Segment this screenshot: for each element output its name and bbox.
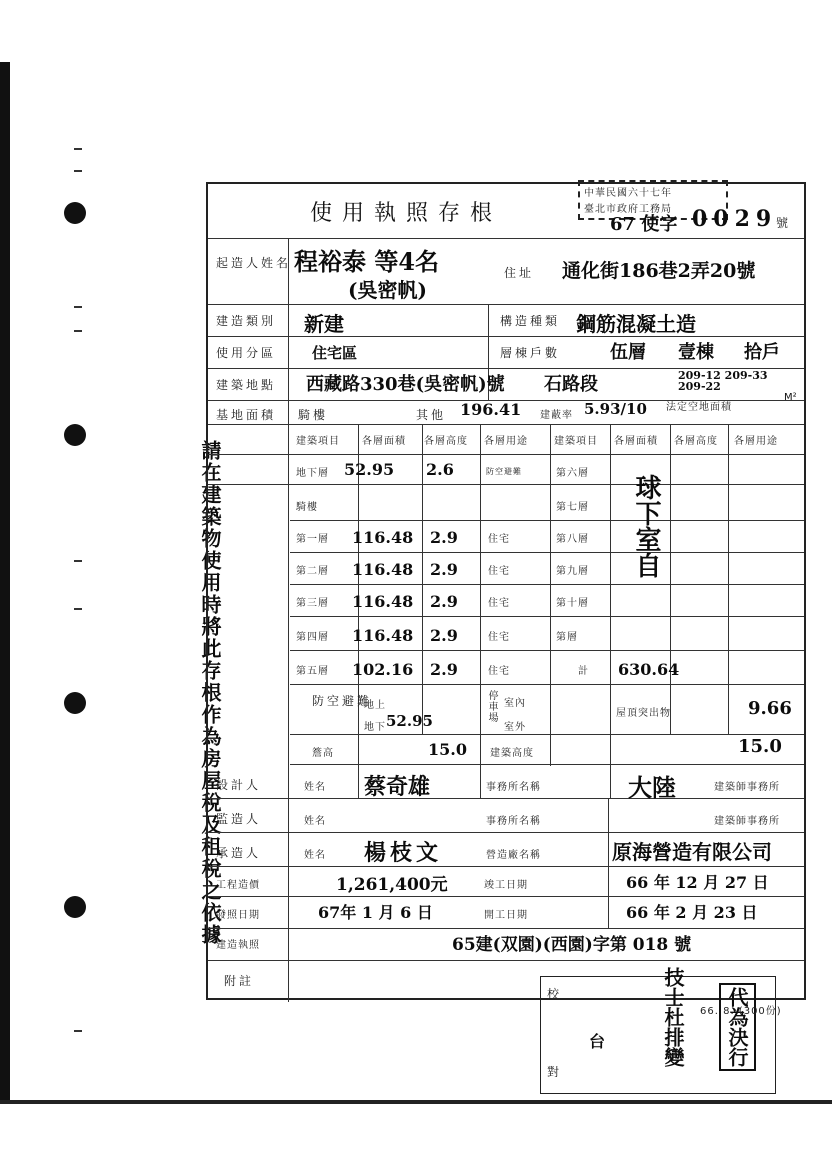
binder-hole-icon — [64, 424, 86, 446]
build-permit-value: 65建(双園)(西園)字第 018 號 — [452, 935, 692, 955]
cost-label: 工程造價 — [216, 880, 260, 891]
designer-name-label: 姓名 — [304, 782, 326, 793]
left-margin-note: 請在建築物使用時將此存根作為房屋稅及租稅之依據 — [198, 440, 222, 946]
proofread-mark: 台 — [589, 1032, 606, 1051]
building-height-value: 15.0 — [738, 736, 782, 757]
contractor-value: 楊枝文 — [364, 840, 443, 866]
permit-suffix: 號 — [776, 216, 792, 230]
supervisor-arch-label: 建築師事務所 — [714, 816, 780, 827]
floor-4-height: 2.9 — [430, 626, 458, 645]
floor-1-use: 住宅 — [488, 534, 510, 545]
designer-office-label: 事務所名稱 — [486, 782, 541, 793]
reviewer-signature: 技士杜排變 — [661, 967, 685, 1067]
category-label: 建造類別 — [216, 314, 277, 328]
floor-5-label: 第五層 — [296, 666, 329, 677]
roof-label: 屋頂突出物 — [616, 708, 671, 719]
air-raid-under-value: 52.95 — [386, 712, 433, 730]
floor-6-label: 第六層 — [556, 468, 589, 479]
total-label: 計 — [578, 666, 589, 677]
lots-value: 209-12 209-33 209-22 — [678, 369, 768, 393]
margin-tick — [74, 608, 82, 610]
permit-form — [206, 182, 806, 1000]
header-height-right: 各層高度 — [674, 436, 718, 447]
permit-prefix: 67 使字 — [610, 214, 678, 235]
floor-n-label: 第層 — [556, 632, 578, 643]
outdoor-label: 室外 — [504, 722, 526, 733]
build-permit-label: 建造執照 — [216, 940, 260, 951]
structure-value: 鋼筋混凝土造 — [576, 312, 696, 336]
total-area: 630.64 — [618, 660, 680, 679]
site-address-value: 西藏路330巷(吳密帆)號 — [306, 374, 505, 395]
arcade-row-label: 騎樓 — [296, 502, 318, 513]
arcade-label: 騎樓 — [298, 408, 329, 422]
proofread-label: 對 — [547, 1065, 563, 1079]
design-office-value: 大陸 — [628, 773, 676, 802]
floor-2-area: 116.48 — [352, 560, 414, 579]
floor-4-label: 第四層 — [296, 632, 329, 643]
binder-hole-icon — [64, 202, 86, 224]
supervisor-label: 監造人 — [216, 812, 262, 826]
floor-1-label: 第一層 — [296, 534, 329, 545]
completion-value: 66 年 12 月 27 日 — [626, 873, 769, 892]
scan-bottom-edge — [0, 1100, 832, 1104]
site-area-value: 196.41 — [460, 400, 522, 419]
other-label: 其他 — [416, 408, 447, 422]
address-label: 住址 — [504, 266, 535, 280]
floors-value: 伍層 — [610, 342, 646, 363]
floors-label: 層棟戶數 — [500, 346, 561, 360]
category-value: 新建 — [304, 312, 344, 336]
builder-note: (吳密帆) — [348, 278, 427, 302]
supervisor-name-label: 姓名 — [304, 816, 326, 827]
zoning-value: 住宅區 — [312, 344, 358, 362]
cost-value: 1,261,400元 — [336, 875, 448, 895]
scan-left-edge — [0, 62, 10, 1102]
ground-label: 地上 — [364, 700, 386, 711]
header-item: 建築項目 — [296, 436, 340, 447]
margin-tick — [74, 1030, 82, 1032]
header-height: 各層高度 — [424, 436, 468, 447]
unit-m2: M² — [784, 392, 797, 403]
basement-note: 球下室自 — [631, 474, 661, 578]
households-value: 拾戶 — [744, 342, 780, 363]
header-use-right: 各層用途 — [734, 436, 778, 447]
section-value: 石路段 — [544, 374, 598, 395]
floor-7-label: 第七層 — [556, 502, 589, 513]
header-item-right: 建築項目 — [554, 436, 598, 447]
binder-hole-icon — [64, 692, 86, 714]
floor-8-label: 第八層 — [556, 534, 589, 545]
completion-label: 竣工日期 — [484, 880, 528, 891]
form-number: 66. 8. (300份) — [700, 1006, 782, 1017]
header-area: 各層面積 — [362, 436, 406, 447]
start-date-label: 開工日期 — [484, 910, 528, 921]
issue-date-label: 發照日期 — [216, 910, 260, 921]
proofread-label: 校 — [547, 987, 563, 1001]
basement-label: 地下層 — [296, 468, 329, 479]
floor-1-area: 116.48 — [352, 528, 414, 547]
address-value: 通化街186巷2弄20號 — [562, 260, 756, 282]
floor-1-height: 2.9 — [430, 528, 458, 547]
eave-label: 簷高 — [312, 748, 334, 759]
floor-9-label: 第九層 — [556, 566, 589, 577]
floor-3-use: 住宅 — [488, 598, 510, 609]
top-stamp-line: 中華民國六十七年 — [584, 188, 672, 199]
builder-value: 程裕泰 等4名 — [294, 247, 440, 276]
structure-label: 構造種類 — [500, 314, 561, 328]
floor-2-label: 第二層 — [296, 566, 329, 577]
builder-label: 起造人姓名 — [216, 256, 292, 270]
basement-height: 2.6 — [426, 460, 454, 479]
designer-label: 設計人 — [216, 778, 262, 792]
parking-label: 停車場 — [486, 690, 497, 723]
designer-value: 蔡奇雄 — [364, 774, 431, 800]
air-raid-label: 防空避難 — [312, 694, 373, 708]
indoor-label: 室內 — [504, 698, 526, 709]
floor-5-use: 住宅 — [488, 666, 510, 677]
contractor-name-label: 姓名 — [304, 850, 326, 861]
notes-label: 附註 — [224, 974, 255, 988]
form-title: 使用執照存根 — [310, 201, 503, 226]
open-area-label: 法定空地面積 — [666, 402, 732, 413]
floor-4-use: 住宅 — [488, 632, 510, 643]
floor-2-height: 2.9 — [430, 560, 458, 579]
contractor-label: 承造人 — [216, 846, 262, 860]
site-location-label: 建築地點 — [216, 378, 277, 392]
floor-5-area: 102.16 — [352, 660, 414, 679]
binder-hole-icon — [64, 896, 86, 918]
eave-value: 15.0 — [428, 740, 467, 759]
arch-office-label: 建築師事務所 — [714, 782, 780, 793]
basement-area: 52.95 — [344, 460, 395, 479]
site-area-label: 基地面積 — [216, 408, 277, 422]
floor-3-label: 第三層 — [296, 598, 329, 609]
top-stamp-line: 臺北市政府工務局 — [584, 204, 672, 215]
floor-3-area: 116.48 — [352, 592, 414, 611]
issue-date-value: 67年 1 月 6 日 — [318, 903, 433, 922]
basement-use: 防空避難 — [486, 467, 522, 476]
header-area-right: 各層面積 — [614, 436, 658, 447]
header-use: 各層用途 — [484, 436, 528, 447]
floor-3-height: 2.9 — [430, 592, 458, 611]
coverage-value: 5.93/10 — [584, 400, 647, 418]
margin-tick — [74, 306, 82, 308]
zoning-label: 使用分區 — [216, 346, 277, 360]
permit-number: 0029 — [692, 206, 778, 232]
firm-label: 營造廠名稱 — [486, 850, 541, 861]
margin-tick — [74, 170, 82, 172]
coverage-label: 建蔽率 — [540, 410, 573, 421]
start-date-value: 66 年 2 月 23 日 — [626, 903, 758, 922]
buildings-value: 壹棟 — [678, 342, 714, 363]
margin-tick — [74, 330, 82, 332]
floor-10-label: 第十層 — [556, 598, 589, 609]
underground-label: 地下 — [364, 722, 386, 733]
delegated-stamp: 代為決行 — [719, 983, 756, 1071]
firm-value: 原海營造有限公司 — [612, 840, 772, 864]
floor-5-height: 2.9 — [430, 660, 458, 679]
roof-area: 9.66 — [748, 698, 792, 719]
floor-2-use: 住宅 — [488, 566, 510, 577]
floor-4-area: 116.48 — [352, 626, 414, 645]
supervisor-office-label: 事務所名稱 — [486, 816, 541, 827]
building-height-label: 建築高度 — [490, 748, 534, 759]
margin-tick — [74, 560, 82, 562]
margin-tick — [74, 148, 82, 150]
approval-box — [540, 967, 776, 1094]
